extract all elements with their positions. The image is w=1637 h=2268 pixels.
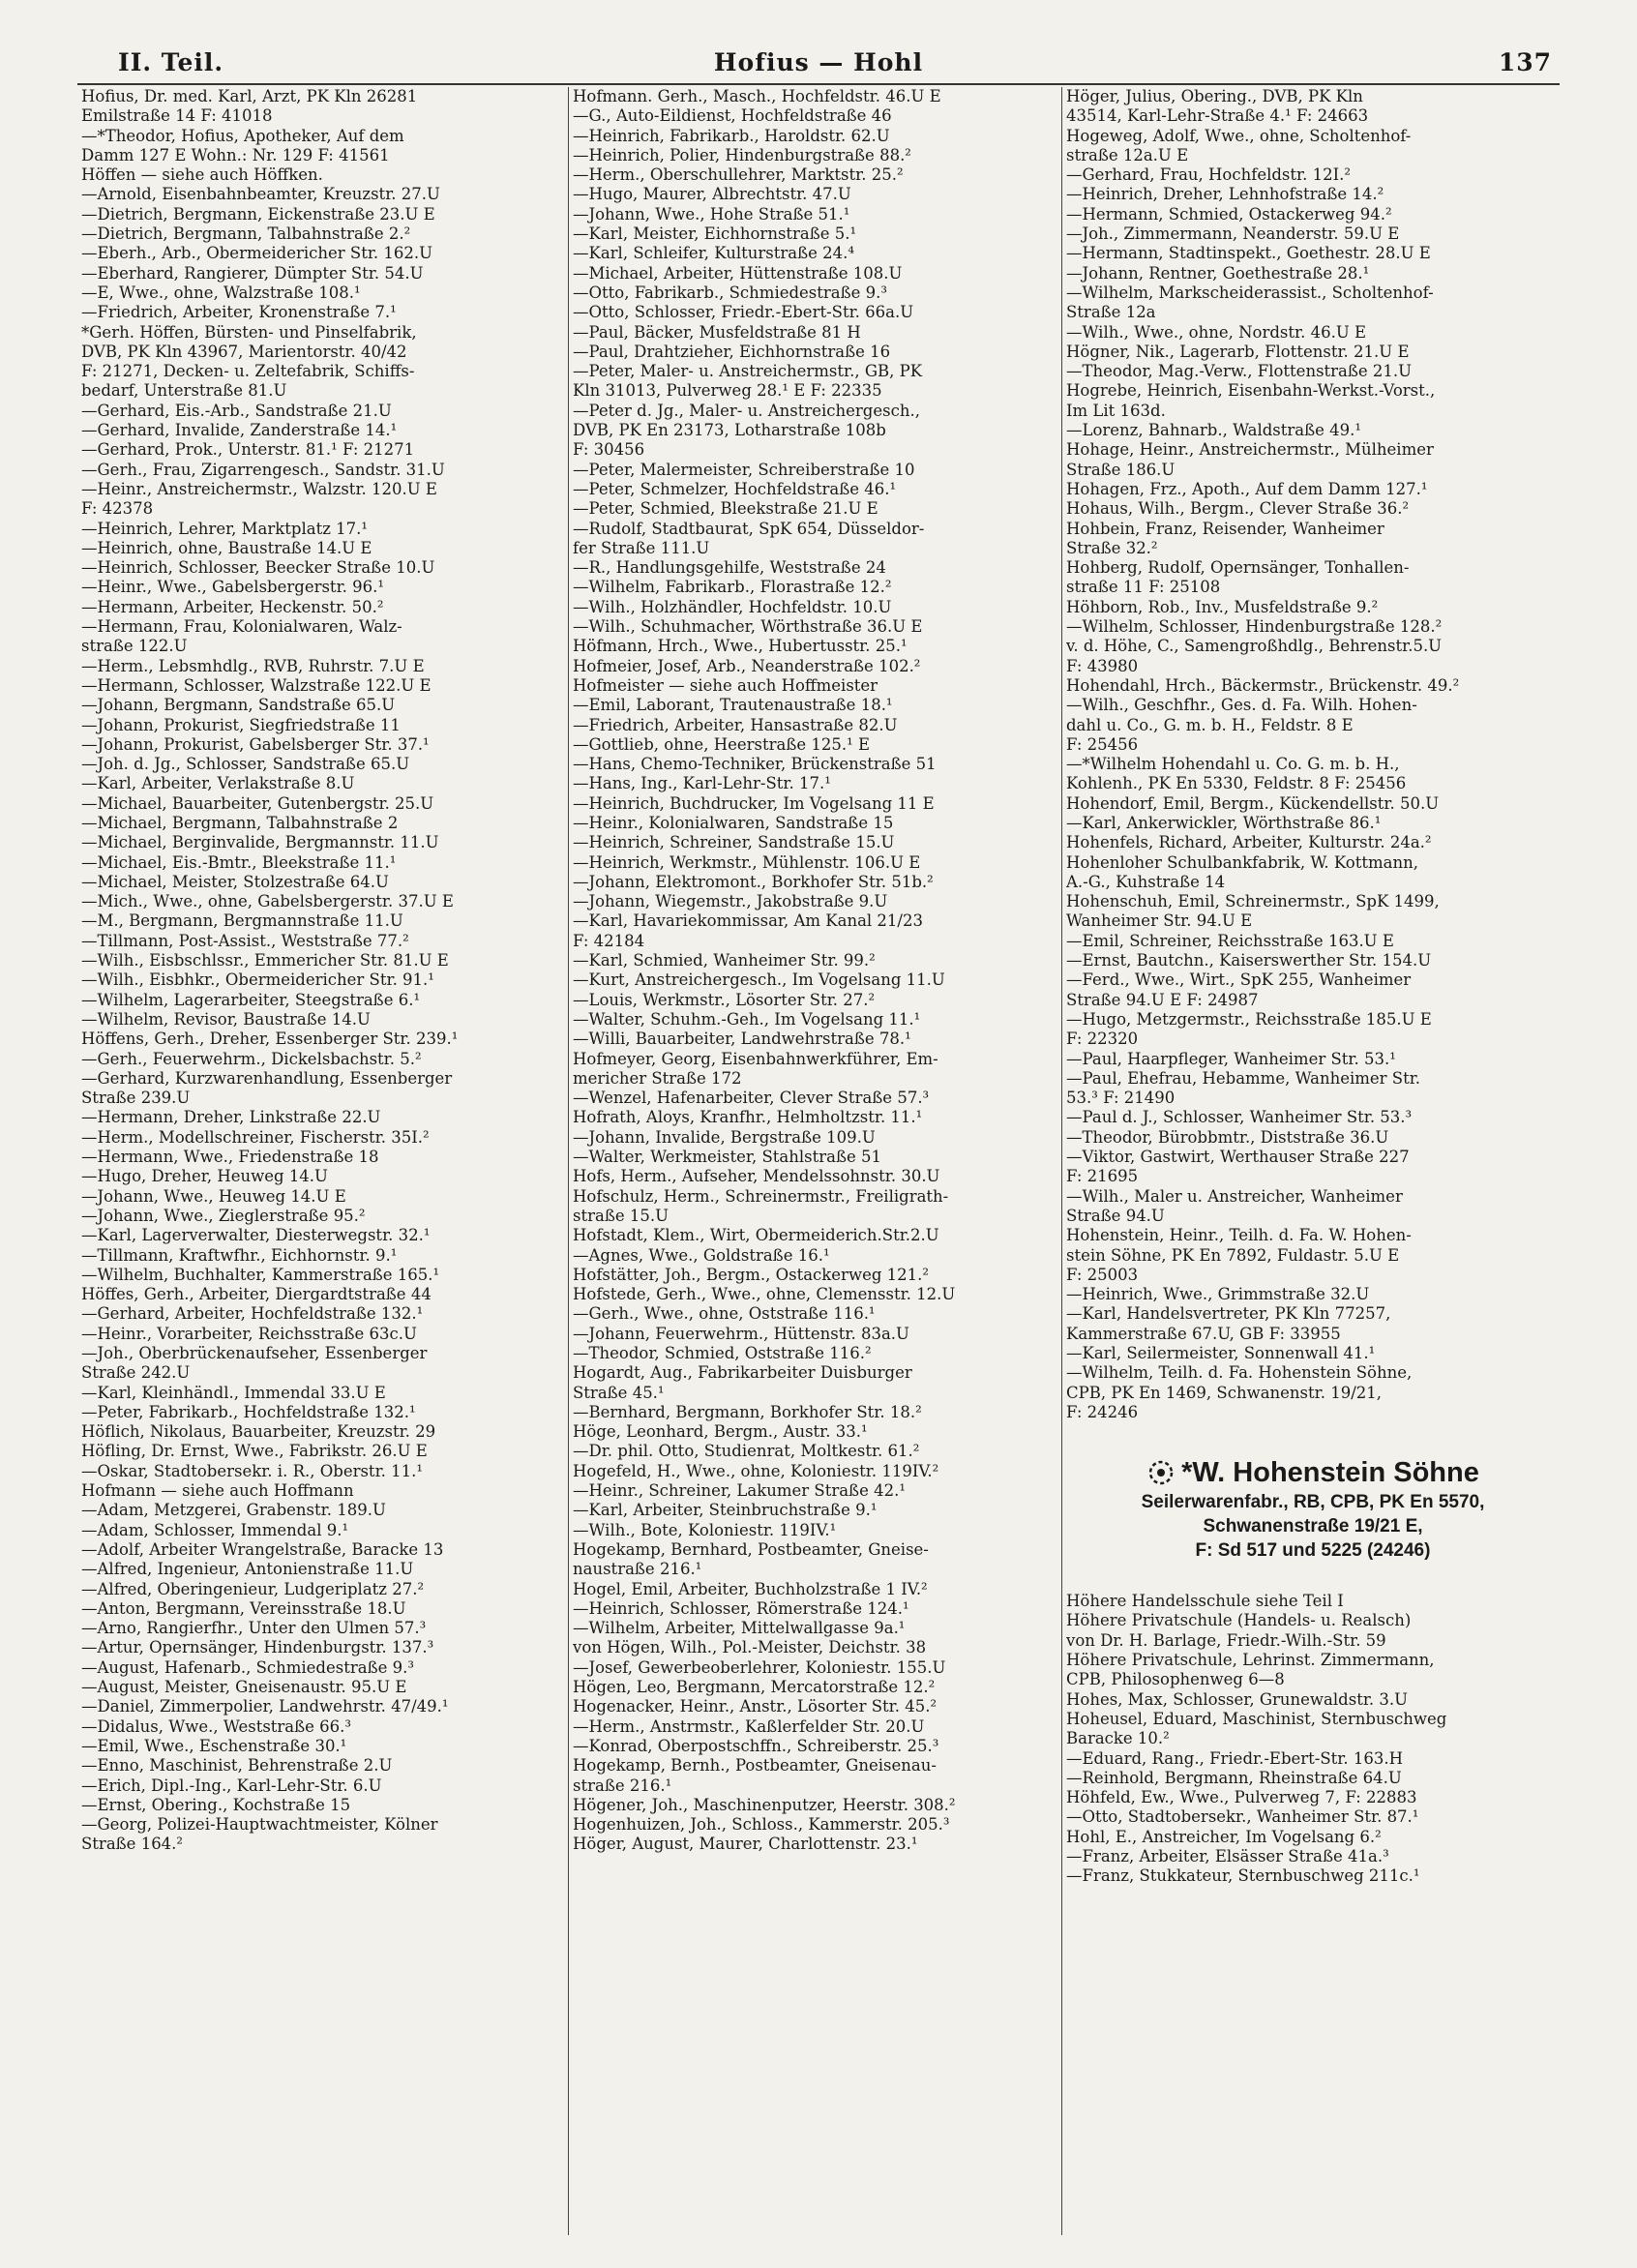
- directory-entry-line: —Johann, Invalide, Bergstraße 109.U: [573, 1127, 876, 1147]
- directory-entry-line: —Joh., Oberbrückenaufseher, Essenberger: [81, 1344, 428, 1362]
- directory-entry-line: Hohage, Heinr., Anstreichermstr., Mülheimer: [1066, 440, 1434, 460]
- directory-entry-line: —Daniel, Zimmerpolier, Landwehrstr. 47/49.¹: [81, 1697, 449, 1716]
- directory-entry-line: —Tillmann, Post-Assist., Weststraße 77.²: [81, 931, 409, 950]
- directory-entry-line: —Eduard, Rang., Friedr.-Ebert-Str. 163.H: [1066, 1748, 1403, 1768]
- directory-entry-line: straße 216.¹: [573, 1776, 672, 1795]
- directory-entry-line: —Ernst, Bautchn., Kaiserswerther Str. 154.U: [1066, 951, 1432, 970]
- column-1: [81, 87, 565, 1855]
- directory-entry-line: —Michael, Meister, Stolzestraße 64.U: [81, 872, 389, 891]
- directory-entry-line: —Peter, Schmied, Bleekstraße 21.U E: [573, 499, 878, 519]
- directory-entry-line: —Theodor, Mag.-Verw., Flottenstraße 21.U: [1066, 362, 1413, 381]
- directory-entry-line: —Arno, Rangierfhr., Unter den Ulmen 57.³: [81, 1619, 427, 1638]
- directory-entry-line: Högen, Leo, Bergmann, Mercatorstraße 12.²: [573, 1678, 936, 1697]
- directory-entry-line: F: 25456: [1066, 734, 1139, 754]
- directory-entry-line: —Lorenz, Bahnarb., Waldstraße 49.¹: [1066, 421, 1362, 440]
- directory-entry-line: —Johann, Wwe., Heuweg 14.U E: [81, 1186, 346, 1206]
- directory-entry-line: —Heinr., Kolonialwaren, Sandstraße 15: [573, 813, 894, 832]
- directory-entry-line: von Dr. H. Barlage, Friedr.-Wilh.-Str. 59: [1066, 1630, 1386, 1650]
- directory-entry-line: —Wilhelm, Arbeiter, Mittelwallgasse 9a.¹: [573, 1619, 906, 1638]
- directory-entry-line: —Erich, Dipl.-Ing., Karl-Lehr-Str. 6.U: [81, 1776, 382, 1795]
- directory-entry-line: —Heinrich, Fabrikarb., Haroldstr. 62.U: [573, 126, 890, 145]
- directory-entry-line: —Dietrich, Bergmann, Talbahnstraße 2.²: [81, 224, 411, 244]
- directory-entry-line: Hofstede, Gerh., Wwe., ohne, Clemensstr. 12.U: [573, 1285, 956, 1304]
- directory-entry-line: —Otto, Fabrikarb., Schmiedestraße 9.³: [573, 283, 888, 302]
- directory-entry-line: —Peter d. Jg., Maler- u. Anstreichergesch.,: [573, 401, 920, 420]
- advertisement-firm: *W. Hohenstein Söhne: [1181, 1457, 1479, 1489]
- directory-entry-line: —Wilh., Maler u. Anstreicher, Wanheimer: [1066, 1186, 1403, 1206]
- directory-entry-line: Hohagen, Frz., Apoth., Auf dem Damm 127.¹: [1066, 479, 1428, 498]
- directory-entry-line: —Heinr., Schreiner, Lakumer Straße 42.¹: [573, 1481, 906, 1501]
- directory-entry-line: —Karl, Arbeiter, Verlakstraße 8.U: [81, 774, 355, 793]
- directory-entry-line: —Wilh., Wwe., ohne, Nordstr. 46.U E: [1066, 322, 1367, 342]
- directory-entry-line: —Louis, Werkmstr., Lösorter Str. 27.²: [573, 990, 876, 1009]
- directory-entry-line: —Emil, Wwe., Eschenstraße 30.¹: [81, 1736, 347, 1755]
- directory-entry-line: Höffen — siehe auch Höffken.: [81, 165, 323, 185]
- directory-entry-line: —Theodor, Schmied, Oststraße 116.²: [573, 1344, 872, 1362]
- directory-entry-line: Hohbein, Franz, Reisender, Wanheimer: [1066, 519, 1384, 538]
- directory-entry-line: Höhere Handelsschule siehe Teil I: [1066, 1592, 1344, 1611]
- directory-entry-line: —Franz, Arbeiter, Elsässer Straße 41a.³: [1066, 1847, 1389, 1866]
- directory-entry-line: —Hermann, Arbeiter, Heckenstr. 50.²: [81, 597, 384, 616]
- directory-entry-line: —Karl, Meister, Eichhornstraße 5.¹: [573, 224, 857, 244]
- directory-entry-line: —Johann, Wwe., Hohe Straße 51.¹: [573, 204, 850, 224]
- directory-entry-line: —Gerhard, Prok., Unterstr. 81.¹ F: 21271: [81, 440, 415, 460]
- section-label: II. Teil.: [118, 48, 224, 76]
- directory-entry-line: —Karl, Schmied, Wanheimer Str. 99.²: [573, 951, 876, 970]
- directory-entry-line: von Högen, Wilh., Pol.-Meister, Deichstr. 38: [573, 1638, 927, 1657]
- directory-entry-line: Hohenfels, Richard, Arbeiter, Kulturstr. 24a.²: [1066, 833, 1432, 852]
- directory-entry-line: Hofs, Herm., Aufseher, Mendelssohnstr. 30.U: [573, 1167, 940, 1186]
- directory-entry-line: —Heinrich, Dreher, Lehnhofstraße 14.²: [1066, 185, 1384, 204]
- directory-entry-line: Im Lit 163d.: [1066, 401, 1166, 420]
- directory-entry-line: Hofrath, Aloys, Kranfhr., Helmholtzstr. 11.¹: [573, 1108, 923, 1127]
- directory-entry-line: —Wenzel, Hafenarbeiter, Clever Straße 57.³: [573, 1089, 930, 1108]
- directory-entry-line: —Peter, Schmelzer, Hochfeldstraße 46.¹: [573, 479, 897, 498]
- directory-entry-line: Hogenacker, Heinr., Anstr., Lösorter Str. 45.²: [573, 1697, 938, 1716]
- directory-entry-line: —Viktor, Gastwirt, Werthauser Straße 227: [1066, 1148, 1410, 1167]
- directory-entry-line: —Hermann, Schlosser, Walzstraße 122.U E: [81, 675, 432, 695]
- directory-entry-line: Hogrebe, Heinrich, Eisenbahn-Werkst.-Vorst.,: [1066, 381, 1436, 401]
- directory-entry-line: F: 30456: [573, 440, 645, 460]
- directory-entry-line: —Wilh., Bote, Koloniestr. 119IV.¹: [573, 1520, 837, 1539]
- directory-entry-line: —Heinr., Vorarbeiter, Reichsstraße 63c.U: [81, 1324, 417, 1343]
- directory-entry-line: Höger, Julius, Obering., DVB, PK Kln: [1066, 87, 1363, 105]
- directory-entry-line: —Herm., Lebsmhdlg., RVB, Ruhrstr. 7.U E: [81, 656, 425, 675]
- directory-entry-line: —Tillmann, Kraftwfhr., Eichhornstr. 9.¹: [81, 1245, 398, 1265]
- directory-entry-line: —Mich., Wwe., ohne, Gabelsbergerstr. 37.U E: [81, 892, 454, 911]
- directory-entry-line: Hofmeier, Josef, Arb., Neanderstraße 102.²: [573, 656, 921, 675]
- column-3-entries: [1066, 87, 1560, 1422]
- directory-entry-line: Höge, Leonhard, Bergm., Austr. 33.¹: [573, 1422, 868, 1442]
- directory-entry-line: bedarf, Unterstraße 81.U: [81, 381, 287, 401]
- directory-entry-line: —Ferd., Wwe., Wirt., SpK 255, Wanheimer: [1066, 970, 1412, 990]
- page-title: Hofius — Hohl: [713, 48, 924, 76]
- directory-entry-line: Hogenhuizen, Joh., Schloss., Kammerstr. 205.³: [573, 1815, 950, 1835]
- directory-entry-line: Hogeweg, Adolf, Wwe., ohne, Scholtenhof-: [1066, 126, 1412, 145]
- directory-entry-line: —Enno, Maschinist, Behrenstraße 2.U: [81, 1756, 393, 1776]
- directory-entry-line: naustraße 216.¹: [573, 1560, 702, 1579]
- directory-entry-line: dahl u. Co., G. m. b. H., Feldstr. 8 E: [1066, 715, 1354, 734]
- directory-entry-line: Hogardt, Aug., Fabrikarbeiter Duisburger: [573, 1363, 912, 1383]
- directory-entry-line: straße 122.U: [81, 637, 188, 656]
- directory-entry-line: —Wilhelm, Lagerarbeiter, Steegstraße 6.¹: [81, 990, 421, 1009]
- directory-entry-line: —Wilhelm, Schlosser, Hindenburgstraße 128.²: [1066, 617, 1443, 637]
- directory-entry-line: A.-G., Kuhstraße 14: [1066, 872, 1226, 891]
- directory-entry-line: —Michael, Bergmann, Talbahnstraße 2: [81, 813, 399, 832]
- directory-entry-line: F: 24246: [1066, 1402, 1139, 1421]
- directory-entry-line: —Gerhard, Kurzwarenhandlung, Essenberger: [81, 1068, 453, 1088]
- directory-entry-line: straße 15.U: [573, 1206, 669, 1225]
- advertisement: [1066, 1455, 1560, 1563]
- directory-entry-line: —Hermann, Schmied, Ostackerweg 94.²: [1066, 204, 1392, 224]
- directory-entry-line: —Paul d. J., Schlosser, Wanheimer Str. 53.³: [1066, 1108, 1413, 1127]
- directory-entry-line: —Walter, Werkmeister, Stahlstraße 51: [573, 1148, 882, 1167]
- directory-entry-line: —Herm., Oberschullehrer, Marktstr. 25.²: [573, 165, 904, 185]
- directory-entry-line: Hohendorf, Emil, Bergm., Kückendellstr. 50.U: [1066, 793, 1440, 813]
- directory-entry-line: Hogefeld, H., Wwe., ohne, Koloniestr. 119IV.²: [573, 1461, 939, 1480]
- directory-entry-line: —Eberh., Arb., Obermeidericher Str. 162.U: [81, 244, 433, 263]
- directory-entry-line: 43514, Karl-Lehr-Straße 4.¹ F: 24663: [1066, 106, 1369, 126]
- directory-entry-line: —Michael, Arbeiter, Hüttenstraße 108.U: [573, 263, 903, 283]
- directory-entry-line: —Paul, Drahtzieher, Eichhornstraße 16: [573, 342, 891, 361]
- directory-entry-line: —Heinrich, Schlosser, Römerstraße 124.¹: [573, 1598, 909, 1618]
- directory-entry-line: Hohenloher Schulbankfabrik, W. Kottmann,: [1066, 852, 1418, 872]
- directory-entry-line: 53.³ F: 21490: [1066, 1089, 1176, 1108]
- directory-entry-line: —Friedrich, Arbeiter, Hansastraße 82.U: [573, 715, 898, 734]
- directory-entry-line: —Karl, Havariekommissar, Am Kanal 21/23: [573, 911, 923, 931]
- directory-entry-line: Höhborn, Rob., Inv., Musfeldstraße 9.²: [1066, 597, 1379, 616]
- directory-entry-line: —Heinrich, Lehrer, Marktplatz 17.¹: [81, 519, 368, 538]
- directory-entry-line: —Johann, Bergmann, Sandstraße 65.U: [81, 696, 396, 715]
- directory-entry-line: Straße 94.U: [1066, 1206, 1165, 1225]
- directory-entry-line: —Wilh., Eisbschlssr., Emmericher Str. 81.U E: [81, 951, 449, 970]
- directory-entry-line: —Arnold, Eisenbahnbeamter, Kreuzstr. 27.U: [81, 185, 440, 204]
- directory-entry-line: —Heinrich, Polier, Hindenburgstraße 88.²: [573, 145, 911, 164]
- directory-entry-line: —Josef, Gewerbeoberlehrer, Koloniestr. 155.U: [573, 1657, 946, 1677]
- telephone-ring-icon: [1146, 1458, 1176, 1487]
- directory-entry-line: —Johann, Feuerwehrm., Hüttenstr. 83a.U: [573, 1324, 909, 1343]
- directory-entry-line: —Heinrich, Werkmstr., Mühlenstr. 106.U E: [573, 852, 921, 872]
- directory-entry-line: —Willi, Bauarbeiter, Landwehrstraße 78.¹: [573, 1030, 911, 1049]
- directory-entry-line: —Wilh., Holzhändler, Hochfeldstr. 10.U: [573, 597, 892, 616]
- directory-entry-line: —Ernst, Obering., Kochstraße 15: [81, 1795, 351, 1814]
- directory-entry-line: —Adam, Schlosser, Immendal 9.¹: [81, 1520, 349, 1539]
- directory-entry-line: Hofmann. Gerh., Masch., Hochfeldstr. 46.U E: [573, 87, 941, 105]
- directory-entry-line: —Artur, Opernsänger, Hindenburgstr. 137.³: [81, 1638, 434, 1657]
- directory-entry-line: —Wilh., Eisbhkr., Obermeidericher Str. 91.¹: [81, 970, 434, 990]
- directory-entry-line: —Kurt, Anstreichergesch., Im Vogelsang 11.U: [573, 970, 945, 990]
- directory-entry-line: F: 25003: [1066, 1265, 1139, 1284]
- directory-entry-line: —Hans, Ing., Karl-Lehr-Str. 17.¹: [573, 774, 831, 793]
- directory-entry-line: —Hermann, Frau, Kolonialwaren, Walz-: [81, 617, 402, 637]
- directory-entry-line: —Karl, Lagerverwalter, Diesterwegstr. 32.¹: [81, 1226, 431, 1245]
- directory-entry-line: Höffes, Gerh., Arbeiter, Diergardtstraße 44: [81, 1285, 432, 1304]
- directory-entry-line: —Franz, Stukkateur, Sternbuschweg 211c.¹: [1066, 1866, 1420, 1886]
- directory-entry-line: Höhere Privatschule (Handels- u. Realsch): [1066, 1611, 1412, 1630]
- directory-entry-line: —E, Wwe., ohne, Walzstraße 108.¹: [81, 283, 361, 302]
- directory-entry-line: —Hugo, Maurer, Albrechtstr. 47.U: [573, 185, 851, 204]
- directory-entry-line: —August, Meister, Gneisenaustr. 95.U E: [81, 1678, 407, 1697]
- directory-entry-line: —Wilhelm, Buchhalter, Kammerstraße 165.¹: [81, 1265, 440, 1284]
- advertisement-line: F: Sd 517 und 5225 (24246): [1195, 1540, 1431, 1562]
- directory-entry-line: —Heinrich, Schreiner, Sandstraße 15.U: [573, 833, 895, 852]
- directory-entry-line: —R., Handlungsgehilfe, Weststraße 24: [573, 558, 886, 578]
- directory-entry-line: —Herm., Modellschreiner, Fischerstr. 35I.²: [81, 1127, 430, 1147]
- directory-entry-line: —Karl, Kleinhändl., Immendal 33.U E: [81, 1383, 386, 1402]
- directory-entry-line: —Gerh., Frau, Zigarrengesch., Sandstr. 31.U: [81, 460, 445, 479]
- directory-entry-line: —*Wilhelm Hohendahl u. Co. G. m. b. H.,: [1066, 755, 1400, 774]
- directory-entry-line: Straße 12a: [1066, 303, 1156, 322]
- directory-entry-line: —Gerhard, Eis.-Arb., Sandstraße 21.U: [81, 401, 392, 420]
- directory-entry-line: —Emil, Schreiner, Reichsstraße 163.U E: [1066, 931, 1394, 950]
- column-3-entries-after-ad: [1066, 1592, 1560, 1886]
- directory-entry-line: Höger, August, Maurer, Charlottenstr. 23.¹: [573, 1835, 918, 1854]
- column-divider: [1061, 87, 1062, 2235]
- directory-entry-line: Höhere Privatschule, Lehrinst. Zimmermann,: [1066, 1651, 1435, 1670]
- directory-entry-line: —Heinrich, Schlosser, Beecker Straße 10.U: [81, 558, 435, 578]
- directory-entry-line: —Johann, Wiegemstr., Jakobstraße 9.U: [573, 892, 888, 911]
- directory-entry-line: DVB, PK Kln 43967, Marientorstr. 40/42: [81, 342, 407, 361]
- directory-entry-line: Hofmann — siehe auch Hoffmann: [81, 1481, 354, 1501]
- directory-entry-line: Straße 239.U: [81, 1089, 191, 1108]
- directory-entry-line: —Michael, Bauarbeiter, Gutenbergstr. 25.U: [81, 793, 434, 813]
- directory-entry-line: Hohendahl, Hrch., Bäckermstr., Brückenstr. 49.²: [1066, 675, 1460, 695]
- header-rule: [77, 83, 1560, 85]
- directory-entry-line: Höfling, Dr. Ernst, Wwe., Fabrikstr. 26.U E: [81, 1442, 428, 1461]
- directory-entry-line: F: 21695: [1066, 1167, 1139, 1186]
- directory-entry-line: —August, Hafenarb., Schmiedestraße 9.³: [81, 1657, 414, 1677]
- directory-entry-line: Hohberg, Rudolf, Opernsänger, Tonhallen-: [1066, 558, 1410, 578]
- directory-entry-line: —Didalus, Wwe., Weststraße 66.³: [81, 1716, 352, 1736]
- directory-entry-line: Höffens, Gerh., Dreher, Essenberger Str. 239.¹: [81, 1030, 459, 1049]
- directory-entry-line: CPB, PK En 1469, Schwanenstr. 19/21,: [1066, 1383, 1383, 1402]
- directory-entry-line: —Johann, Rentner, Goethestraße 28.¹: [1066, 263, 1370, 283]
- directory-entry-line: —Reinhold, Bergmann, Rheinstraße 64.U: [1066, 1768, 1402, 1787]
- directory-entry-line: —Paul, Bäcker, Musfeldstraße 81 H: [573, 322, 861, 342]
- directory-entry-line: —Dr. phil. Otto, Studienrat, Moltkestr. 61.²: [573, 1442, 920, 1461]
- advertisement-line: Schwanenstraße 19/21 E,: [1203, 1516, 1423, 1537]
- directory-entry-line: —Wilhelm, Teilh. d. Fa. Hohenstein Söhne,: [1066, 1363, 1413, 1383]
- directory-entry-line: Hofstadt, Klem., Wirt, Obermeiderich.Str.2.U: [573, 1226, 939, 1245]
- directory-entry-line: F: 22320: [1066, 1030, 1139, 1049]
- directory-entry-line: —Hugo, Dreher, Heuweg 14.U: [81, 1167, 328, 1186]
- directory-entry-line: stein Söhne, PK En 7892, Fuldastr. 5.U E: [1066, 1245, 1400, 1265]
- directory-entry-line: Hogel, Emil, Arbeiter, Buchholzstraße 1 IV.²: [573, 1579, 928, 1598]
- directory-entry-line: —Eberhard, Rangierer, Dümpter Str. 54.U: [81, 263, 424, 283]
- directory-entry-line: Straße 164.²: [81, 1835, 184, 1854]
- directory-entry-line: —Paul, Ehefrau, Hebamme, Wanheimer Str.: [1066, 1068, 1421, 1088]
- directory-entry-line: —Adolf, Arbeiter Wrangelstraße, Baracke 13: [81, 1539, 444, 1559]
- directory-entry-line: —Bernhard, Bergmann, Borkhofer Str. 18.²: [573, 1402, 922, 1421]
- directory-entry-line: —Otto, Schlosser, Friedr.-Ebert-Str. 66a.U: [573, 303, 914, 322]
- directory-entry-line: —Michael, Eis.-Bmtr., Bleekstraße 11.¹: [81, 852, 397, 872]
- directory-entry-line: —Paul, Haarpfleger, Wanheimer Str. 53.¹: [1066, 1049, 1396, 1068]
- directory-entry-line: —Hermann, Stadtinspekt., Goethestr. 28.U E: [1066, 244, 1431, 263]
- directory-entry-line: —Karl, Arbeiter, Steinbruchstraße 9.¹: [573, 1501, 878, 1520]
- column-3: [1066, 87, 1560, 1887]
- directory-entry-line: —Johann, Prokurist, Gabelsberger Str. 37.¹: [81, 734, 430, 754]
- directory-entry-line: —Gerh., Feuerwehrm., Dickelsbachstr. 5.²: [81, 1049, 422, 1068]
- directory-entry-line: Höflich, Nikolaus, Bauarbeiter, Kreuzstr. 29: [81, 1422, 436, 1442]
- directory-entry-line: —Emil, Laborant, Trautenaustraße 18.¹: [573, 696, 893, 715]
- directory-entry-line: Hogekamp, Bernh., Postbeamter, Gneisenau-: [573, 1756, 937, 1776]
- directory-entry-line: —Peter, Malermeister, Schreiberstraße 10: [573, 460, 915, 479]
- directory-entry-line: —Joh. d. Jg., Schlosser, Sandstraße 65.U: [81, 755, 410, 774]
- directory-entry-line: —Joh., Zimmermann, Neanderstr. 59.U E: [1066, 224, 1400, 244]
- directory-entry-line: —Gerhard, Arbeiter, Hochfeldstraße 132.¹: [81, 1304, 424, 1324]
- directory-entry-line: Hohenstein, Heinr., Teilh. d. Fa. W. Hohen-: [1066, 1226, 1412, 1245]
- directory-entry-line: mericher Straße 172: [573, 1068, 742, 1088]
- directory-entry-line: —Gottlieb, ohne, Heerstraße 125.¹ E: [573, 734, 870, 754]
- directory-entry-line: —Anton, Bergmann, Vereinsstraße 18.U: [81, 1598, 406, 1618]
- advertisement-line: Seilerwarenfabr., RB, CPB, PK En 5570,: [1141, 1492, 1485, 1513]
- directory-entry-line: Straße 242.U: [81, 1363, 191, 1383]
- directory-entry-line: Höhfeld, Ew., Wwe., Pulverweg 7, F: 22883: [1066, 1788, 1417, 1807]
- directory-entry-line: —Hans, Chemo-Techniker, Brückenstraße 51: [573, 755, 937, 774]
- directory-entry-line: —Georg, Polizei-Hauptwachtmeister, Kölner: [81, 1815, 438, 1835]
- directory-entry-line: —Wilhelm, Fabrikarb., Florastraße 12.²: [573, 578, 892, 597]
- directory-entry-line: —Dietrich, Bergmann, Eickenstraße 23.U E: [81, 204, 435, 224]
- directory-entry-line: Emilstraße 14 F: 41018: [81, 106, 273, 126]
- directory-entry-line: F: 42378: [81, 499, 154, 519]
- directory-entry-line: —Rudolf, Stadtbaurat, SpK 654, Düsseldor-: [573, 519, 925, 538]
- directory-entry-line: —Oskar, Stadtobersekr. i. R., Oberstr. 11.¹: [81, 1461, 423, 1480]
- directory-entry-line: Kammerstraße 67.U, GB F: 33955: [1066, 1324, 1341, 1343]
- directory-entry-line: straße 12a.U E: [1066, 145, 1189, 164]
- directory-entry-line: Hofmeyer, Georg, Eisenbahnwerkführer, Em-: [573, 1049, 938, 1068]
- directory-entry-line: —Wilh., Geschfhr., Ges. d. Fa. Wilh. Hohen-: [1066, 696, 1417, 715]
- directory-entry-line: Hohenschuh, Emil, Schreinermstr., SpK 1499,: [1066, 892, 1440, 911]
- column-2: [573, 87, 1058, 1855]
- directory-entry-line: Kln 31013, Pulverweg 28.¹ E F: 22335: [573, 381, 882, 401]
- directory-entry-line: —Karl, Ankerwickler, Wörthstraße 86.¹: [1066, 813, 1382, 832]
- directory-entry-line: Hofschulz, Herm., Schreinermstr., Freiligrath-: [573, 1186, 949, 1206]
- directory-entry-line: DVB, PK En 23173, Lotharstraße 108b: [573, 421, 886, 440]
- directory-entry-line: F: 21271, Decken- u. Zeltefabrik, Schiffs-: [81, 362, 415, 381]
- directory-entry-line: —Peter, Maler- u. Anstreichermstr., GB, PK: [573, 362, 923, 381]
- directory-entry-line: Hohl, E., Anstreicher, Im Vogelsang 6.²: [1066, 1827, 1382, 1846]
- directory-entry-line: Straße 186.U: [1066, 460, 1176, 479]
- directory-entry-line: —Johann, Elektromont., Borkhofer Str. 51b.²: [573, 872, 934, 891]
- directory-entry-line: —Herm., Anstrmstr., Kaßlerfelder Str. 20.U: [573, 1716, 925, 1736]
- directory-entry-line: F: 43980: [1066, 656, 1139, 675]
- directory-entry-line: Hoheusel, Eduard, Maschinist, Sternbuschweg: [1066, 1709, 1447, 1728]
- directory-entry-line: CPB, Philosophenweg 6—8: [1066, 1670, 1285, 1689]
- directory-entry-line: —Gerhard, Frau, Hochfeldstr. 12I.²: [1066, 165, 1351, 185]
- directory-entry-line: —Hermann, Dreher, Linkstraße 22.U: [81, 1108, 381, 1127]
- directory-entry-line: —Heinrich, Buchdrucker, Im Vogelsang 11 E: [573, 793, 935, 813]
- directory-entry-line: —Heinr., Wwe., Gabelsbergerstr. 96.¹: [81, 578, 384, 597]
- directory-entry-line: Hofstätter, Joh., Bergm., Ostackerweg 121.²: [573, 1265, 929, 1284]
- directory-entry-line: —Karl, Seilermeister, Sonnenwall 41.¹: [1066, 1344, 1376, 1362]
- directory-entry-line: —G., Auto-Eildienst, Hochfeldstraße 46: [573, 106, 892, 126]
- directory-entry-line: —Johann, Wwe., Zieglerstraße 95.²: [81, 1206, 366, 1225]
- column-divider: [568, 87, 569, 2235]
- directory-entry-line: —Karl, Handelsvertreter, PK Kln 77257,: [1066, 1304, 1391, 1324]
- directory-entry-line: —Walter, Schuhm.-Geh., Im Vogelsang 11.¹: [573, 1009, 921, 1029]
- directory-entry-line: Högener, Joh., Maschinenputzer, Heerstr. 308.²: [573, 1795, 956, 1814]
- directory-entry-line: —Theodor, Bürobbmtr., Diststraße 36.U: [1066, 1127, 1389, 1147]
- directory-entry-line: —Agnes, Wwe., Goldstraße 16.¹: [573, 1245, 830, 1265]
- directory-entry-line: Kohlenh., PK En 5330, Feldstr. 8 F: 25456: [1066, 774, 1407, 793]
- directory-entry-line: —Hugo, Metzgermstr., Reichsstraße 185.U E: [1066, 1009, 1432, 1029]
- directory-entry-line: —Hermann, Wwe., Friedenstraße 18: [81, 1148, 379, 1167]
- directory-entry-line: Högner, Nik., Lagerarb, Flottenstr. 21.U E: [1066, 342, 1410, 361]
- directory-entry-line: straße 11 F: 25108: [1066, 578, 1221, 597]
- directory-entry-line: v. d. Höhe, C., Samengroßhdlg., Behrenstr.5.U: [1066, 637, 1443, 656]
- directory-entry-line: —Alfred, Ingenieur, Antonienstraße 11.U: [81, 1560, 414, 1579]
- directory-entry-line: Hohes, Max, Schlosser, Grunewaldstr. 3.U: [1066, 1689, 1409, 1709]
- directory-entry-line: Hogekamp, Bernhard, Postbeamter, Gneise-: [573, 1539, 929, 1559]
- directory-entry-line: —Heinr., Anstreichermstr., Walzstr. 120.U E: [81, 479, 437, 498]
- directory-entry-line: —Gerh., Wwe., ohne, Oststraße 116.¹: [573, 1304, 876, 1324]
- directory-entry-line: —Michael, Berginvalide, Bergmannstr. 11.U: [81, 833, 439, 852]
- directory-entry-line: F: 42184: [573, 931, 645, 950]
- directory-entry-line: —Wilhelm, Revisor, Baustraße 14.U: [81, 1009, 371, 1029]
- directory-entry-line: Baracke 10.²: [1066, 1729, 1170, 1748]
- directory-entry-line: —Alfred, Oberingenieur, Ludgeriplatz 27.²: [81, 1579, 425, 1598]
- directory-entry-line: —Karl, Schleifer, Kulturstraße 24.⁴: [573, 244, 854, 263]
- directory-entry-line: —Heinrich, ohne, Baustraße 14.U E: [81, 538, 372, 557]
- directory-entry-line: Wanheimer Str. 94.U E: [1066, 911, 1253, 931]
- directory-entry-line: Straße 94.U E F: 24987: [1066, 990, 1259, 1009]
- directory-entry-line: —Johann, Prokurist, Siegfriedstraße 11: [81, 715, 401, 734]
- directory-entry-line: —Adam, Metzgerei, Grabenstr. 189.U: [81, 1501, 386, 1520]
- directory-entry-line: Höfmann, Hrch., Wwe., Hubertusstr. 25.¹: [573, 637, 908, 656]
- directory-entry-line: Straße 32.²: [1066, 538, 1158, 557]
- directory-entry-line: —Peter, Fabrikarb., Hochfeldstraße 132.¹: [81, 1402, 416, 1421]
- directory-entry-line: Hofmeister — siehe auch Hoffmeister: [573, 675, 878, 695]
- directory-entry-line: —Otto, Stadtobersekr., Wanheimer Str. 87.¹: [1066, 1807, 1419, 1827]
- directory-entry-line: —Konrad, Oberpostschffn., Schreiberstr. 25.³: [573, 1736, 939, 1755]
- page-number: 137: [1498, 48, 1552, 76]
- directory-entry-line: fer Straße 111.U: [573, 538, 710, 557]
- directory-entry-line: —Friedrich, Arbeiter, Kronenstraße 7.¹: [81, 303, 397, 322]
- directory-entry-line: Damm 127 E Wohn.: Nr. 129 F: 41561: [81, 145, 390, 164]
- directory-entry-line: Hohaus, Wilh., Bergm., Clever Straße 36.²: [1066, 499, 1410, 519]
- directory-entry-line: *Gerh. Höffen, Bürsten- und Pinselfabrik,: [81, 322, 417, 342]
- directory-entry-line: —Heinrich, Wwe., Grimmstraße 32.U: [1066, 1285, 1370, 1304]
- directory-entry-line: Straße 45.¹: [573, 1383, 665, 1402]
- directory-entry-line: Hofius, Dr. med. Karl, Arzt, PK Kln 26281: [81, 87, 418, 105]
- directory-entry-line: —M., Bergmann, Bergmannstraße 11.U: [81, 911, 403, 931]
- directory-entry-line: —Wilh., Schuhmacher, Wörthstraße 36.U E: [573, 617, 923, 637]
- directory-entry-line: —Wilhelm, Markscheiderassist., Scholtenhof-: [1066, 283, 1434, 302]
- directory-entry-line: —Gerhard, Invalide, Zanderstraße 14.¹: [81, 421, 398, 440]
- directory-entry-line: —*Theodor, Hofius, Apotheker, Auf dem: [81, 126, 404, 145]
